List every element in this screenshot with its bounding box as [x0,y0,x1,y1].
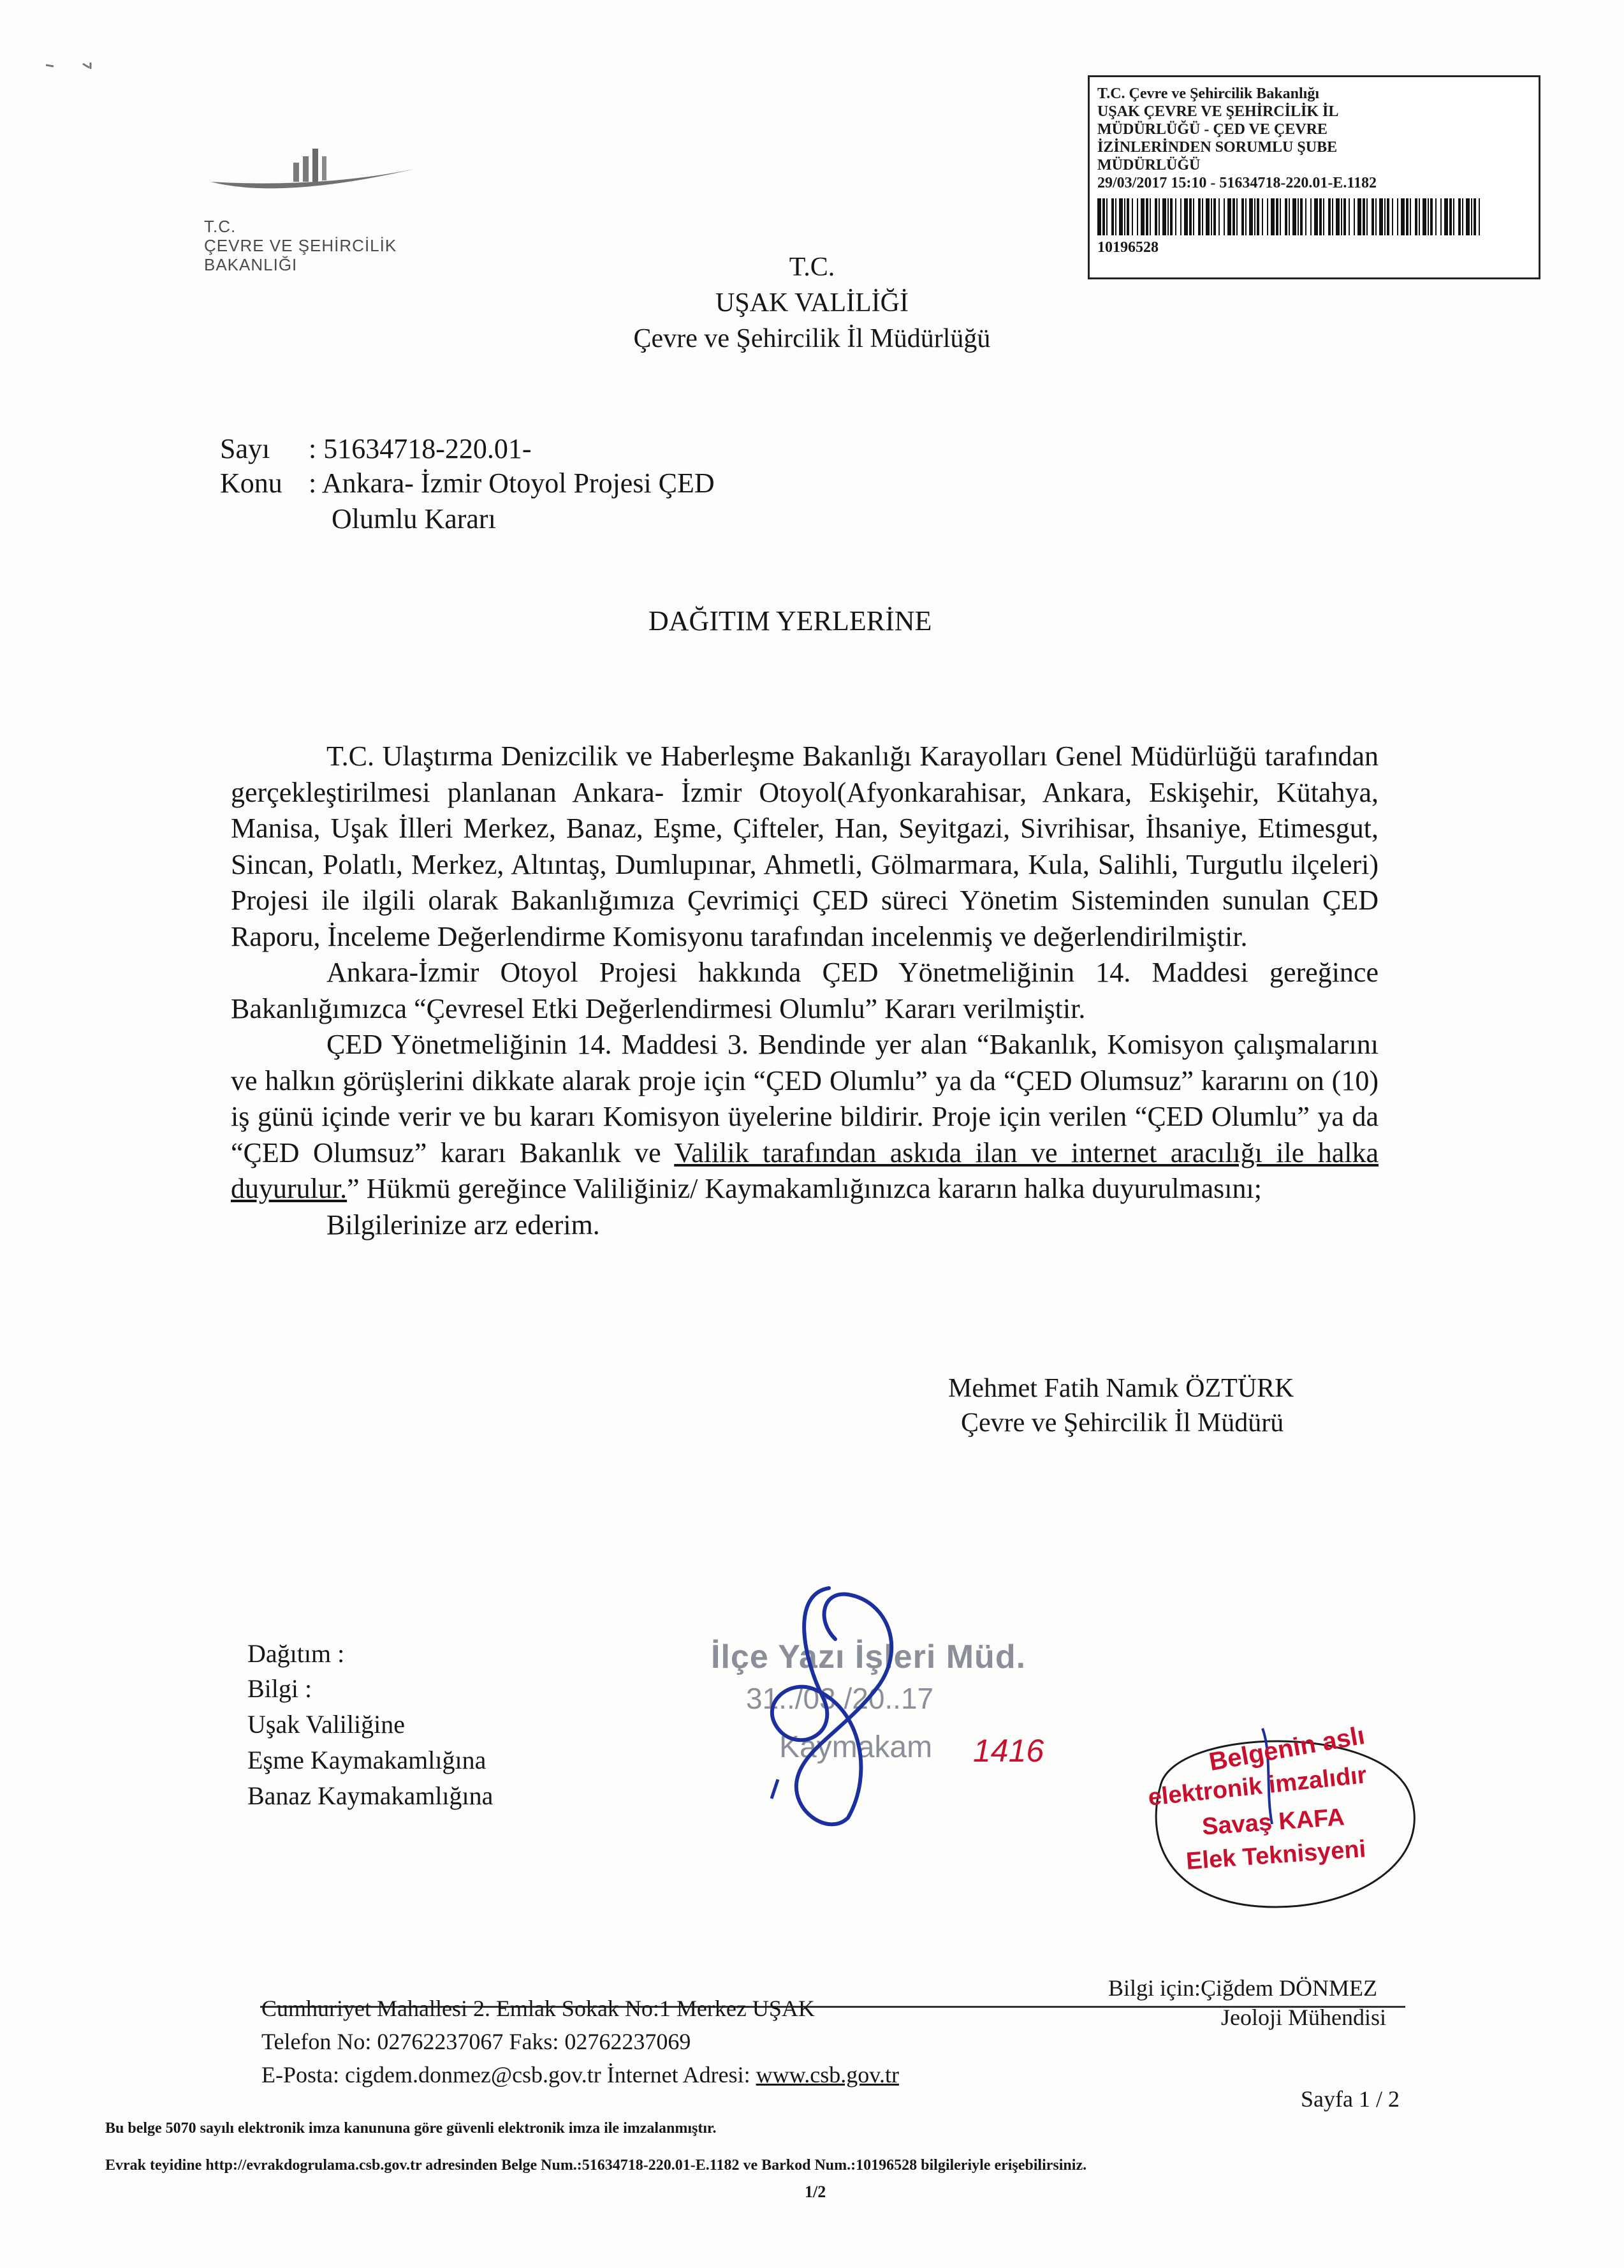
stamp-red-line-4: Elek Teknisyeni [1185,1836,1367,1875]
stamp-office: İlçe Yazı İşleri Müd. [711,1638,1027,1675]
footer-info-contact: Bilgi için:Çiğdem DÖNMEZ [1108,1975,1377,2001]
body-paragraph-3 [231,1027,1379,1207]
footer-page-number: Sayfa 1 / 2 [1301,2086,1400,2112]
blue-signature-icon [752,1569,937,1837]
footer-page-short: 1/2 [805,2183,826,2201]
konu-value-2: Olumlu Kararı [332,503,496,534]
barcode-number: 10196528 [1097,239,1159,256]
letter-body [231,739,1379,1243]
stamp-red-line-3: Savaş KAFA [1201,1804,1346,1841]
body-paragraph-3-underlined: Valilik tarafından askıda ilan ve internet aracılığı ile halka duyurulur. [231,1137,1379,1204]
barcode-box [1088,75,1540,279]
scan-mark [45,57,115,77]
distribution-item-2: Eşme Kaymakamlığına [247,1746,486,1774]
body-paragraph-4: Bilgilerinize arz ederim. [326,1209,600,1241]
header-governorship: UŞAK VALİLİĞİ [715,288,909,318]
header-directorate: Çevre ve Şehircilik İl Müdürlüğü [633,324,991,353]
barcode-line-2: UŞAK ÇEVRE VE ŞEHİRCİLİK İL [1097,103,1339,120]
konu-value: : Ankara- İzmir Otoyol Projesi ÇED [309,468,715,499]
barcode-date-ref: 29/03/2017 15:10 - 51634718-220.01-E.1182 [1097,175,1377,191]
body-paragraph-3-a: ÇED Yönetmeliğinin 14. Maddesi 3. Bendinde yer alan “Bakanlık, Komisyon çalışmalarını ve halkın görüşlerini dikkate alarak proje için “ÇED Olumlu” ya da “ÇED Olumsuz” kararını on (10) iş günü içinde verir ve bu kararı Komisyon üyelerine bildirir. Proje için verilen “ÇED Olumlu” ya da “ÇED Olumsuz” kararı Bakanlık ve [231,1029,1379,1168]
signer-name: Mehmet Fatih Namık ÖZTÜRK [948,1374,1294,1403]
barcode-line-1: T.C. Çevre ve Şehircilik Bakanlığı [1097,85,1320,102]
stamp-red-line-1: Belgenin aslı [1206,1721,1367,1777]
sayi-value: : 51634718-220.01- [309,433,532,464]
footer-phone: Telefon No: 02762237067 Faks: 02762237069 [261,2029,691,2054]
footer-legal-1: Bu belge 5070 sayılı elektronik imza kanununa göre güvenli elektronik imza ile imzalanmıştır. [105,2120,717,2137]
stamp-date: 31../03./20..17 [746,1682,934,1715]
body-paragraph-3-b: ” Hükmü gereğince Valiliğiniz/ Kaymakamlığınızca kararın halka duyurulmasını; [347,1173,1262,1204]
barcode-line-5: MÜDÜRLÜĞÜ [1097,157,1201,173]
stamp-kaymakam: Kaymakam [779,1730,933,1764]
addressee: DAĞITIM YERLERİNE [648,605,932,637]
distribution-item-3: Banaz Kaymakamlığına [247,1781,494,1810]
sayi-label: Sayı [220,433,270,464]
footer-address: Cumhuriyet Mahallesi 2. Emlak Sokak No:1 Merkez UŞAK [261,1996,815,2021]
stamp-red-line-2: elektronik imzalıdır [1146,1762,1368,1811]
footer-email [261,2061,899,2088]
footer-info-title: Jeoloji Mühendisi [1221,2005,1386,2030]
logo-text-ministry: ÇEVRE VE ŞEHİRCİLİK [204,236,397,255]
barcode-line-3: MÜDÜRLÜĞÜ - ÇED VE ÇEVRE [1097,121,1328,138]
konu-label: Konu [220,468,282,499]
footer-legal-2: Evrak teyidine http://evrakdogrulama.csb.gov.tr adresinden Belge Num.:51634718-220.01-E.1182 ve Barkod Num.:10196528 bilgileriyle erişebilirsiniz. [105,2157,1087,2174]
signer-title: Çevre ve Şehircilik İl Müdürü [961,1408,1284,1438]
body-paragraph-1: T.C. Ulaştırma Denizcilik ve Haberleşme Bakanlığı Karayolları Genel Müdürlüğü tarafından gerçekleştirilmesi planlanan Ankara- İzmir Otoyol(Afyonkarahisar, Ankara, Eskişehir, Kütahya, Manisa, Uşak İlleri Merkez, Banaz, Eşme, Çifteler, Han, Seyitgazi, Sivrihisar, İhsaniye, Etimesgut, Sincan, Polatlı, Merkez, Altıntaş, Dumlupınar, Ahmetli, Gölmarmara, Kula, Salihli, Turgutlu ilçeleri) Projesi ile ilgili olarak Bakanlığımıza Çevrimiçi ÇED süreci Yönetim Sisteminden sunulan ÇED Raporu, İnceleme Değerlendirme Komisyonu tarafından incelenmiş ve değerlendirilmiştir. [231,740,1379,952]
distribution-item-1: Uşak Valiliğine [247,1710,406,1739]
header-tc: T.C. [789,253,835,282]
barcode-line-4: İZİNLERİNDEN SORUMLU ŞUBE [1097,139,1338,156]
logo-text-tc: T.C. [204,217,237,236]
ministry-emblem-icon [204,144,421,214]
footer-email-text: E-Posta: cigdem.donmez@csb.gov.tr İnternet Adresi: [261,2062,756,2088]
distribution-bilgi: Bilgi : [247,1674,312,1703]
body-paragraph-2: Ankara-İzmir Otoyol Projesi hakkında ÇED Yönetmeliğinin 14. Maddesi gereğince Bakanlığımızca “Çevresel Etki Değerlendirmesi Olumlu” Kararı verilmiştir. [231,957,1379,1024]
logo-text-ministry-2: BAKANLIĞI [204,255,298,274]
distribution-label: Dağıtım : [247,1639,345,1668]
footer-web-link[interactable]: www.csb.gov.tr [756,2062,899,2088]
handwritten-number: 1416 [973,1733,1044,1769]
barcode-icon [1097,198,1480,235]
